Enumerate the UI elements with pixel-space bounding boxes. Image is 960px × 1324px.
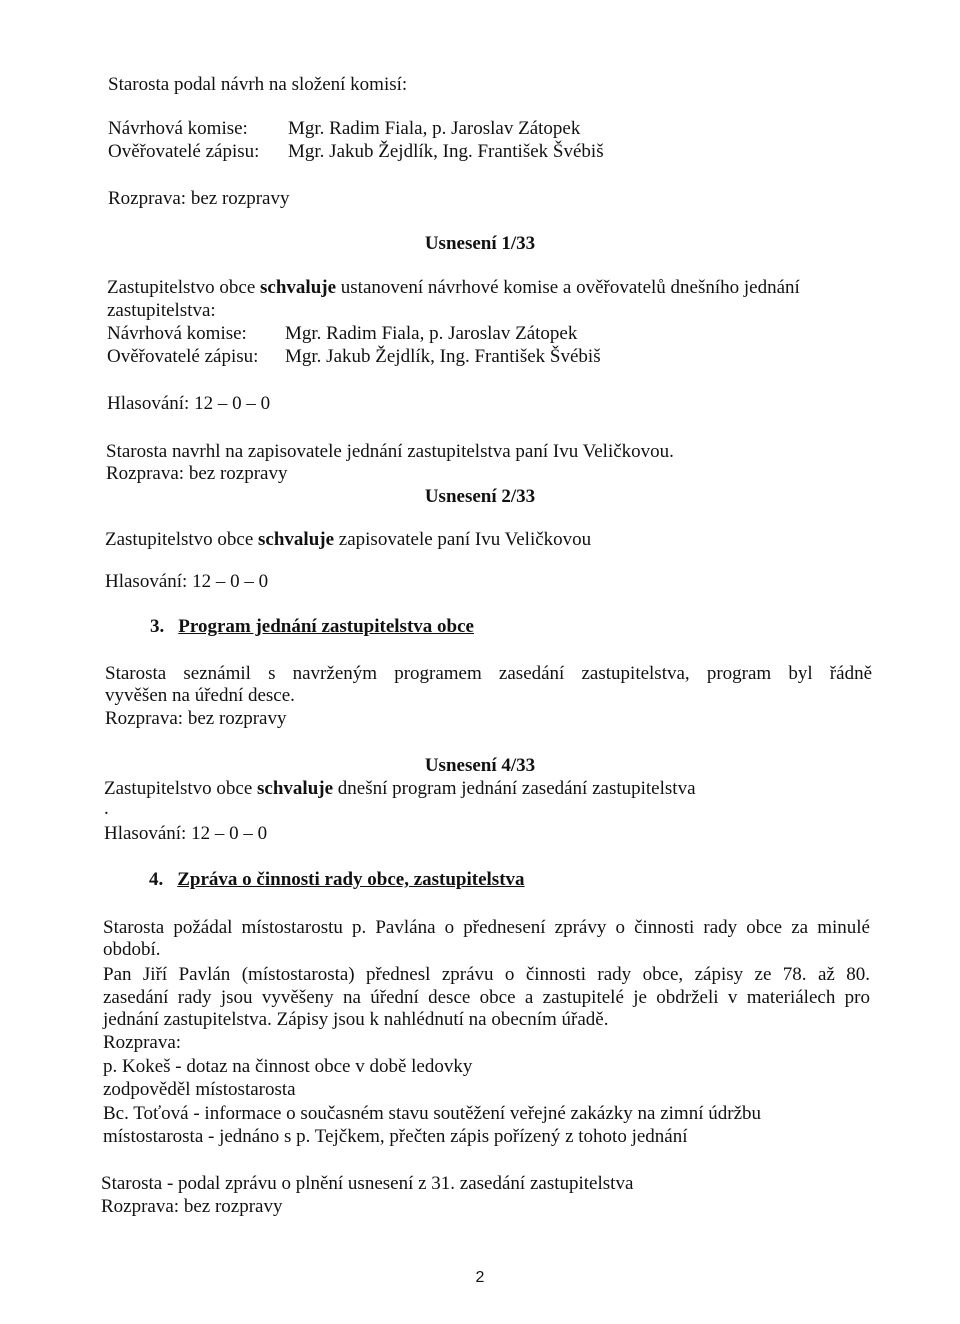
section-4-line-8: zodpověděl místostarosta: [103, 1079, 296, 1100]
section-4-line-1: Starosta požádal místostarostu p. Pavlána o přednesení zprávy o činnosti rady obce za minulé: [103, 917, 870, 938]
intro-commission-label: Návrhová komise:: [108, 118, 248, 139]
section-4-line-6: Rozprava:: [103, 1032, 182, 1053]
section-4-discussion: Rozprava: bez rozpravy: [101, 1196, 283, 1217]
section-4-line-10: místostarosta - jednáno s p. Tejčkem, přečten zápis pořízený z tohoto jednání: [103, 1126, 688, 1147]
section-3-para-line1: Starosta seznámil s navrženým programem zasedání zastupitelstva, program byl řádně: [105, 663, 872, 684]
intro-verifiers-row: [108, 141, 604, 163]
resolution-4-text-post: dnešní program jednání zasedání zastupitelstva: [333, 778, 696, 799]
section-3-number: 3.: [150, 616, 165, 637]
section-3-para-line2: vyvěšen na úřední desce.: [105, 685, 295, 706]
resolution-1-commission-row: [107, 323, 577, 345]
resolution-4-heading: Usnesení 4/33: [424, 755, 536, 776]
resolution-2-text: [105, 529, 591, 551]
section-4-line-2: období.: [103, 939, 161, 960]
resolution-1-commission-label: Návrhová komise:: [107, 323, 247, 344]
resolution-1-text-post: ustanovení návrhové komise a ověřovatelů dnešního jednání: [336, 277, 800, 298]
intro-verifiers-value: Mgr. Jakub Žejdlík, Ing. František Švébiš: [288, 141, 604, 162]
resolution-1-text-pre: Zastupitelstvo obce: [107, 277, 261, 298]
recorder-discussion: Rozprava: bez rozpravy: [106, 463, 288, 484]
intro-proposal: Starosta podal návrh na složení komisí:: [108, 74, 408, 95]
section-4-line-7: p. Kokeš - dotaz na činnost obce v době ledovky: [103, 1056, 473, 1077]
section-3-heading: [150, 616, 474, 638]
resolution-2-vote: Hlasování: 12 – 0 – 0: [105, 571, 269, 592]
resolution-4-text-pre: Zastupitelstvo obce: [104, 778, 258, 799]
intro-discussion: Rozprava: bez rozpravy: [108, 188, 290, 209]
resolution-1-verifiers-label: Ověřovatelé zápisu:: [107, 346, 259, 367]
section-4-line-5: jednání zastupitelstva. Zápisy jsou k nahlédnutí na obecním úřadě.: [103, 1009, 609, 1030]
intro-verifiers-label: Ověřovatelé zápisu:: [108, 141, 260, 162]
resolution-4-vote: Hlasování: 12 – 0 – 0: [104, 823, 268, 844]
resolution-2-text-bold: schvaluje: [258, 529, 335, 550]
resolution-1-verifiers-row: [107, 346, 601, 368]
resolution-1-heading: Usnesení 1/33: [424, 233, 536, 254]
resolution-4-text-bold: schvaluje: [257, 778, 334, 799]
section-4-line-4: zasedání rady jsou vyvěšeny na úřední desce obce a zastupitelé je obdrželi v materiálech pro: [103, 987, 870, 1008]
resolution-4-text: [104, 778, 696, 800]
section-4-heading: [149, 869, 525, 891]
intro-commission-value: Mgr. Radim Fiala, p. Jaroslav Zátopek: [288, 118, 581, 139]
resolution-1-text-bold: schvaluje: [260, 277, 337, 298]
resolution-1-commission-value: Mgr. Radim Fiala, p. Jaroslav Zátopek: [285, 323, 578, 344]
resolution-2-text-pre: Zastupitelstvo obce: [105, 529, 259, 550]
section-3-discussion: Rozprava: bez rozpravy: [105, 708, 287, 729]
section-4-line-3: Pan Jiří Pavlán (místostarosta) přednesl zprávu o činnosti rady obce, zápisy ze 78. až 80.: [103, 964, 870, 985]
resolution-2-text-post: zapisovatele paní Ivu Veličkovou: [334, 529, 592, 550]
section-4-title: Zpráva o činnosti rady obce, zastupitelstva: [177, 869, 525, 890]
resolution-1-vote: Hlasování: 12 – 0 – 0: [107, 393, 271, 414]
intro-commission-row: [108, 118, 580, 140]
section-4-line-9: Bc. Toťová - informace o současném stavu soutěžení veřejné zakázky na zimní údržbu: [103, 1103, 762, 1124]
resolution-4-dot: .: [104, 798, 109, 819]
resolution-1-verifiers-value: Mgr. Jakub Žejdlík, Ing. František Švébiš: [285, 346, 601, 367]
resolution-1-text: [107, 277, 800, 299]
resolution-2-heading: Usnesení 2/33: [424, 486, 536, 507]
section-4-number: 4.: [149, 869, 164, 890]
section-4-report: Starosta - podal zprávu o plnění usnesení z 31. zasedání zastupitelstva: [101, 1173, 634, 1194]
page-number: 2: [475, 1269, 485, 1286]
resolution-1-text-line2: zastupitelstva:: [107, 300, 216, 321]
section-3-title: Program jednání zastupitelstva obce: [178, 616, 474, 637]
recorder-proposal: Starosta navrhl na zapisovatele jednání zastupitelstva paní Ivu Veličkovou.: [106, 441, 674, 462]
